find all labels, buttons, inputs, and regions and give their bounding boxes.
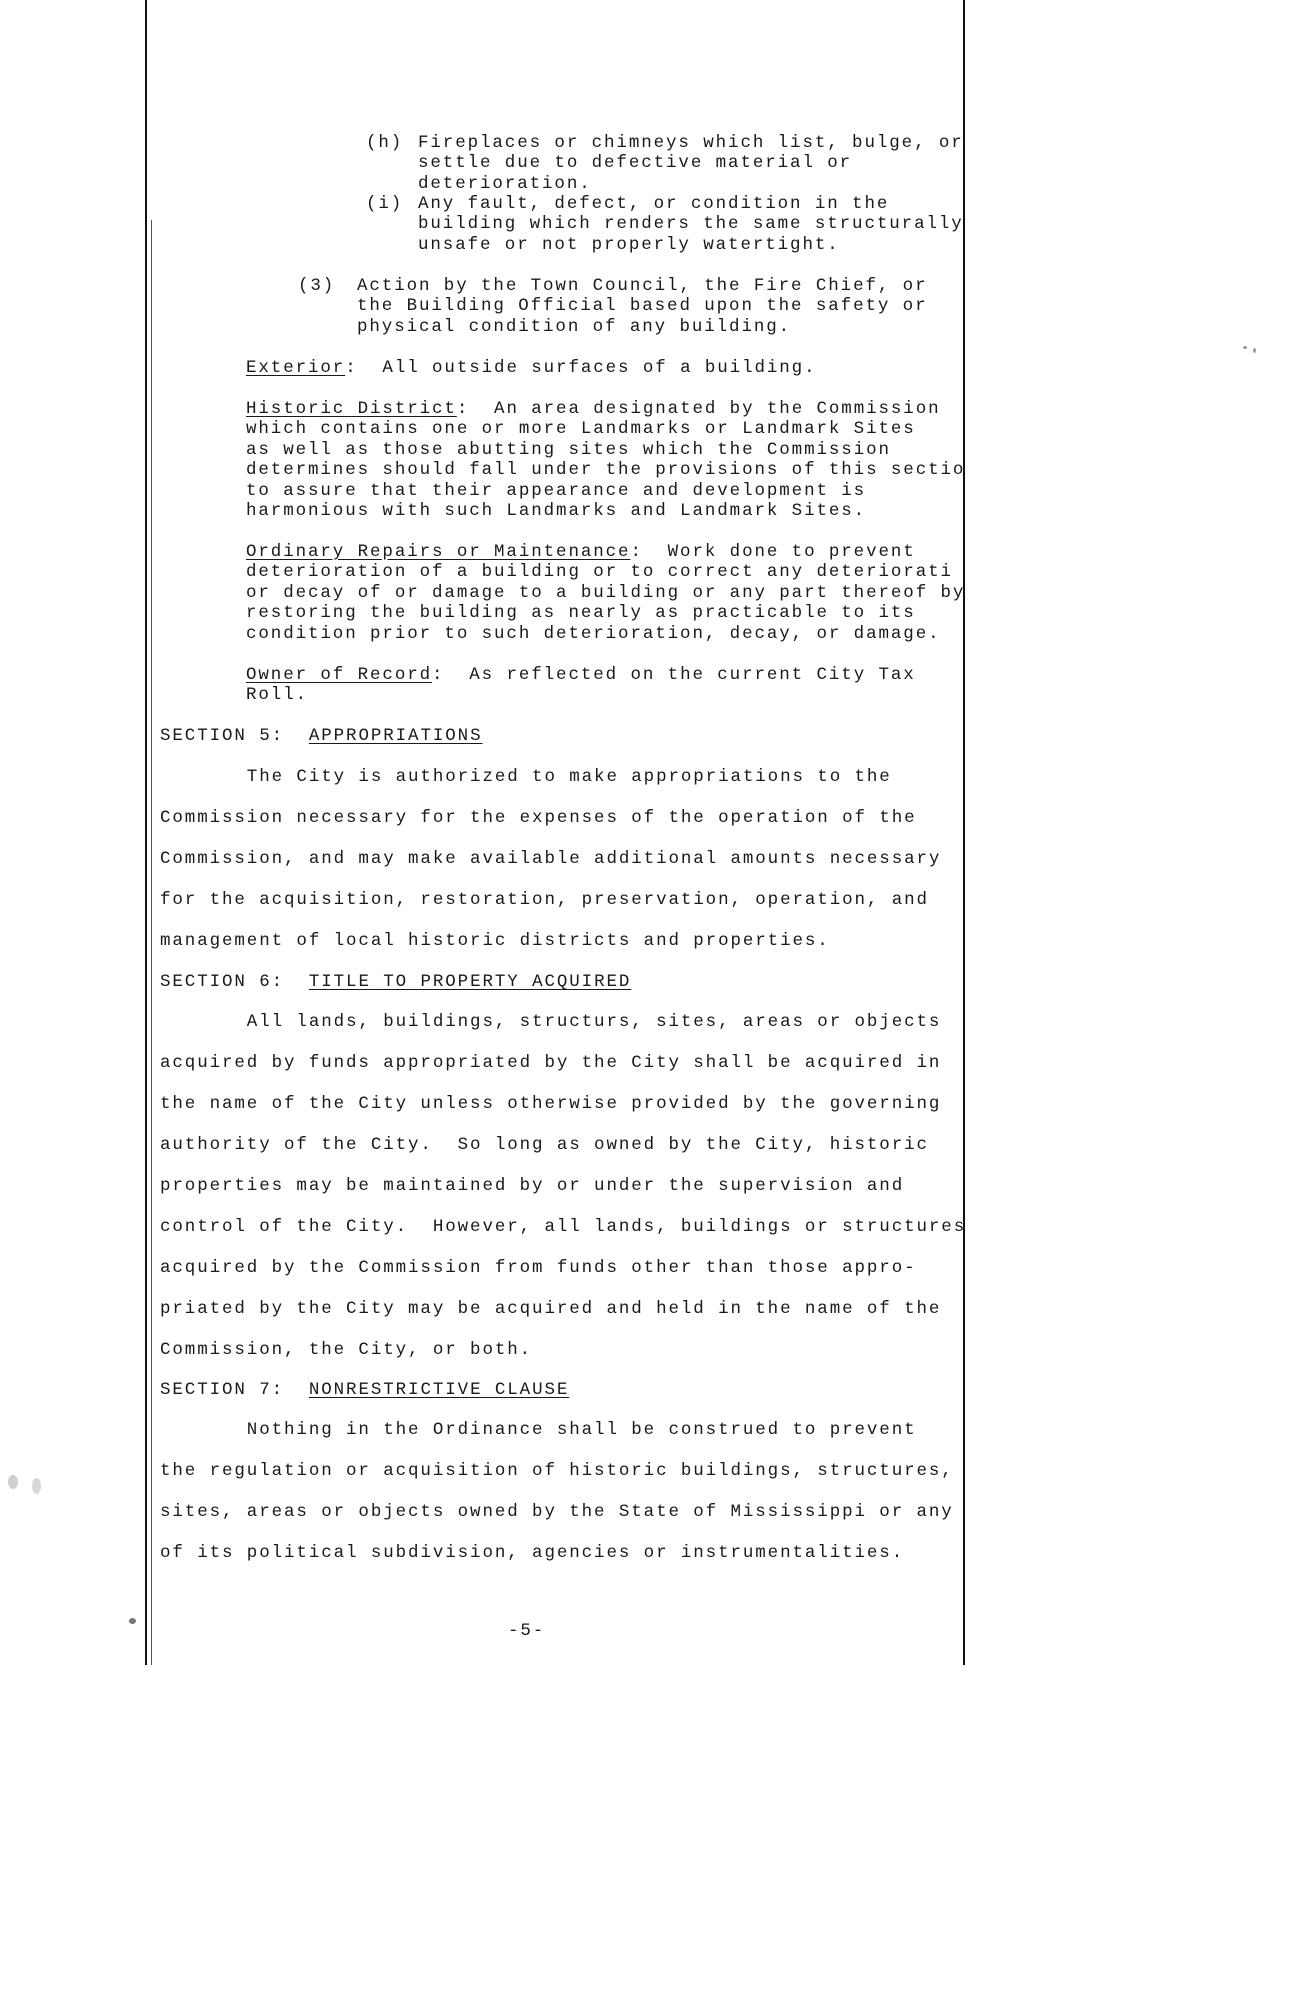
section-5-line: management of local historic districts and properties. [160, 931, 830, 951]
section-6-line: acquired by the Commission from funds other than those appro- [160, 1258, 917, 1278]
section-label: SECTION 6: [160, 972, 285, 992]
definition-text-line: Roll. [246, 685, 309, 705]
list-item-i-line: unsafe or not properly watertight. [418, 235, 840, 255]
definition-ordinary-repairs [246, 542, 916, 563]
scan-speck [8, 1475, 18, 1489]
section-6-line: authority of the City. So long as owned by the City, historic [160, 1135, 929, 1155]
definition-exterior [246, 358, 816, 379]
definition-text-line: determines should fall under the provisions of this sectio [246, 460, 966, 480]
list-item-h-line: settle due to defective material or [418, 153, 853, 173]
list-marker-h: (h) [366, 133, 404, 153]
list-item-h-line: deterioration. [418, 174, 592, 194]
definition-text-line: to assure that their appearance and development is [246, 481, 867, 501]
section-6-line: All lands, buildings, structurs, sites, areas or objects [160, 1012, 942, 1032]
scan-speck [32, 1478, 41, 1494]
section-label: SECTION 5: [160, 726, 285, 746]
definition-text-line: restoring the building as nearly as practicable to its [246, 603, 916, 623]
page-number: -5- [508, 1621, 546, 1641]
definition-historic-district [246, 399, 941, 420]
section-label: SECTION 7: [160, 1380, 285, 1400]
definition-text-line: harmonious with such Landmarks and Landmark Sites. [246, 501, 867, 521]
definition-text: : All outside surfaces of a building. [345, 358, 817, 378]
scan-speck [1253, 348, 1256, 353]
section-title: TITLE TO PROPERTY ACQUIRED [308, 972, 632, 992]
scan-speck [1243, 346, 1247, 349]
list-item-i-line: building which renders the same structurally [418, 214, 964, 234]
list-marker-3: (3) [298, 276, 336, 296]
definition-text-line: which contains one or more Landmarks or Landmark Sites [246, 419, 916, 439]
section-6-line: Commission, the City, or both. [160, 1340, 533, 1360]
section-6-line: priated by the City may be acquired and held in the name of the [160, 1299, 942, 1319]
scan-speck [129, 1618, 136, 1624]
definition-text-line: condition prior to such deterioration, decay, or damage. [246, 624, 941, 644]
right-margin-rule [963, 0, 965, 1665]
definition-text: : Work done to prevent [630, 542, 916, 562]
list-item-3-line: the Building Official based upon the safety or [357, 296, 928, 316]
definition-term: Exterior [246, 358, 346, 378]
section-5-line: Commission necessary for the expenses of the operation of the [160, 808, 917, 828]
section-title: APPROPRIATIONS [308, 726, 483, 746]
definition-owner-of-record [246, 665, 916, 686]
section-6-line: properties may be maintained by or under the supervision and [160, 1176, 905, 1196]
list-item-3-line: physical condition of any building. [357, 317, 792, 337]
section-6-line: acquired by funds appropriated by the City shall be acquired in [160, 1053, 942, 1073]
section-6-heading [160, 972, 631, 993]
section-7-line: sites, areas or objects owned by the State of Mississippi or any [160, 1502, 954, 1522]
section-7-line: the regulation or acquisition of historic buildings, structures, [160, 1461, 954, 1481]
section-7-line: Nothing in the Ordinance shall be construed to prevent [160, 1420, 917, 1440]
definition-text: : As reflected on the current City Tax [432, 665, 916, 685]
section-6-line: the name of the City unless otherwise provided by the governing [160, 1094, 942, 1114]
section-6-line: control of the City. However, all lands, buildings or structures [160, 1217, 967, 1237]
definition-term: Owner of Record [246, 665, 433, 685]
definition-text-line: deterioration of a building or to correct any deteriorati [246, 562, 953, 582]
section-5-heading [160, 726, 482, 747]
section-7-heading [160, 1380, 569, 1401]
definition-term: Ordinary Repairs or Maintenance [246, 542, 631, 562]
definition-text: : An area designated by the Commission [456, 399, 941, 419]
definition-term: Historic District [246, 399, 457, 419]
left-margin-rule-inner [151, 220, 152, 1665]
list-item-3-line: Action by the Town Council, the Fire Chief, or [357, 276, 928, 296]
list-item-i-line: Any fault, defect, or condition in the [418, 194, 890, 214]
section-5-line: Commission, and may make available additional amounts necessary [160, 849, 942, 869]
section-5-line: The City is authorized to make appropriations to the [160, 767, 892, 787]
section-7-line: of its political subdivision, agencies or instrumentalities. [160, 1543, 905, 1563]
list-marker-i: (i) [366, 194, 404, 214]
list-item-h-line: Fireplaces or chimneys which list, bulge, or [418, 133, 964, 153]
definition-text-line: or decay of or damage to a building or any part thereof by [246, 583, 966, 603]
section-5-line: for the acquisition, restoration, preservation, operation, and [160, 890, 929, 910]
section-title: NONRESTRICTIVE CLAUSE [308, 1380, 570, 1400]
definition-text-line: as well as those abutting sites which the Commission [246, 440, 891, 460]
left-margin-rule [145, 0, 147, 1665]
